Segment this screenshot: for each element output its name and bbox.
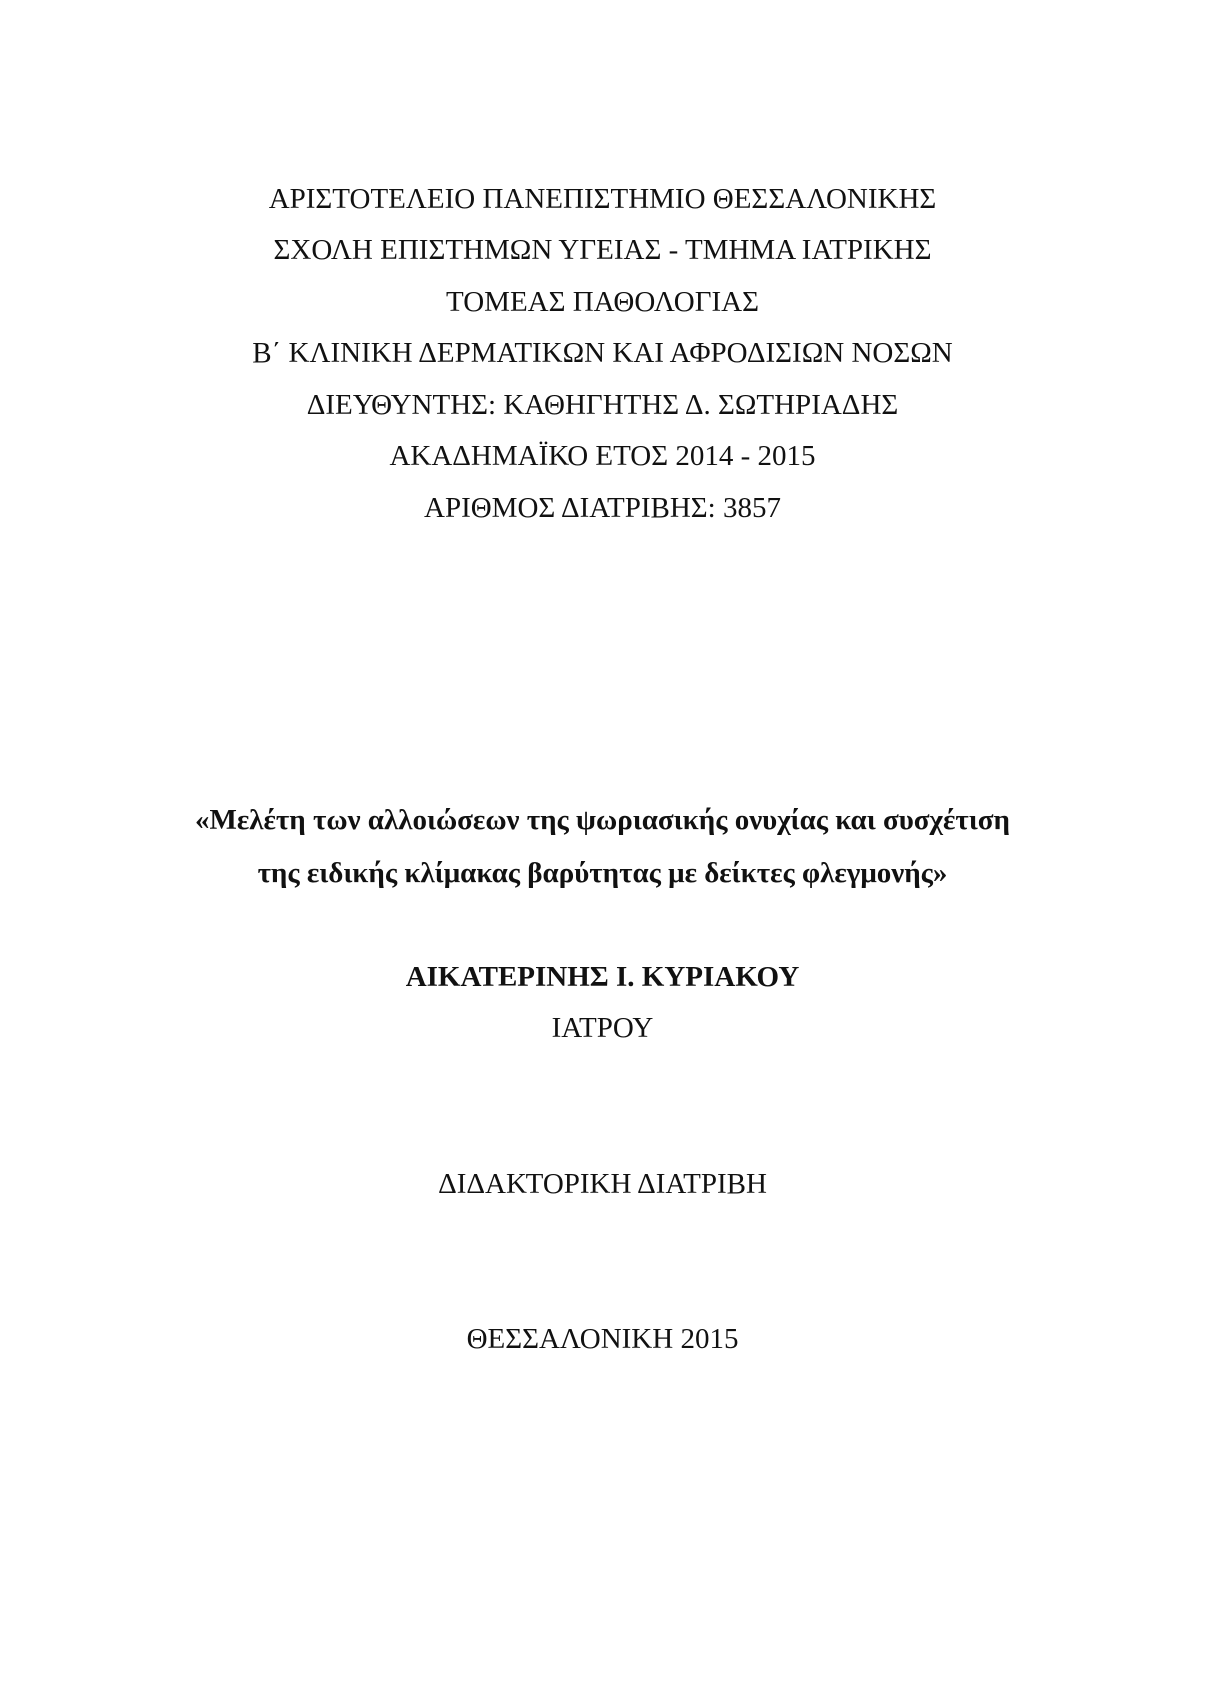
thesis-number: ΑΡΙΘΜΟΣ ΔΙΑΤΡΙΒΗΣ: 3857 bbox=[424, 492, 781, 524]
school-name: ΣΧΟΛΗ ΕΠΙΣΤΗΜΩΝ ΥΓΕΙΑΣ - ΤΜΗΜΑ ΙΑΤΡΙΚΗΣ bbox=[273, 234, 932, 266]
thesis-title-line-1: «Μελέτη των αλλοιώσεων της ψωριασικής ονυχίας και συσχέτιση bbox=[195, 804, 1010, 836]
university-name: ΑΡΙΣΤΟΤΕΛΕΙΟ ΠΑΝΕΠΙΣΤΗΜΙΟ ΘΕΣΣΑΛΟΝΙΚΗΣ bbox=[268, 183, 937, 215]
clinic-name: Β΄ ΚΛΙΝΙΚΗ ΔΕΡΜΑΤΙΚΩΝ ΚΑΙ ΑΦΡΟΔΙΣΙΩΝ ΝΟΣΩΝ bbox=[252, 337, 953, 369]
author-name: ΑΙΚΑΤΕΡΙΝΗΣ Ι. ΚΥΡΙΑΚΟΥ bbox=[405, 961, 800, 993]
document-type: ΔΙΔΑΚΤΟΡΙΚΗ ΔΙΑΤΡΙΒΗ bbox=[438, 1168, 767, 1200]
director-line: ΔΙΕΥΘΥΝΤΗΣ: ΚΑΘΗΓΗΤΗΣ Δ. ΣΩΤΗΡΙΑΔΗΣ bbox=[306, 389, 899, 421]
academic-year: ΑΚΑΔΗΜΑΪΚΟ ΕΤΟΣ 2014 - 2015 bbox=[389, 440, 816, 472]
thesis-title-line-2: της ειδικής κλίμακας βαρύτητας με δείκτες φλεγμονής» bbox=[257, 857, 948, 889]
place-year: ΘΕΣΣΑΛΟΝΙΚΗ 2015 bbox=[466, 1323, 739, 1355]
author-profession: ΙΑΤΡΟΥ bbox=[551, 1012, 654, 1044]
sector-name: ΤΟΜΕΑΣ ΠΑΘΟΛΟΓΙΑΣ bbox=[446, 286, 759, 318]
